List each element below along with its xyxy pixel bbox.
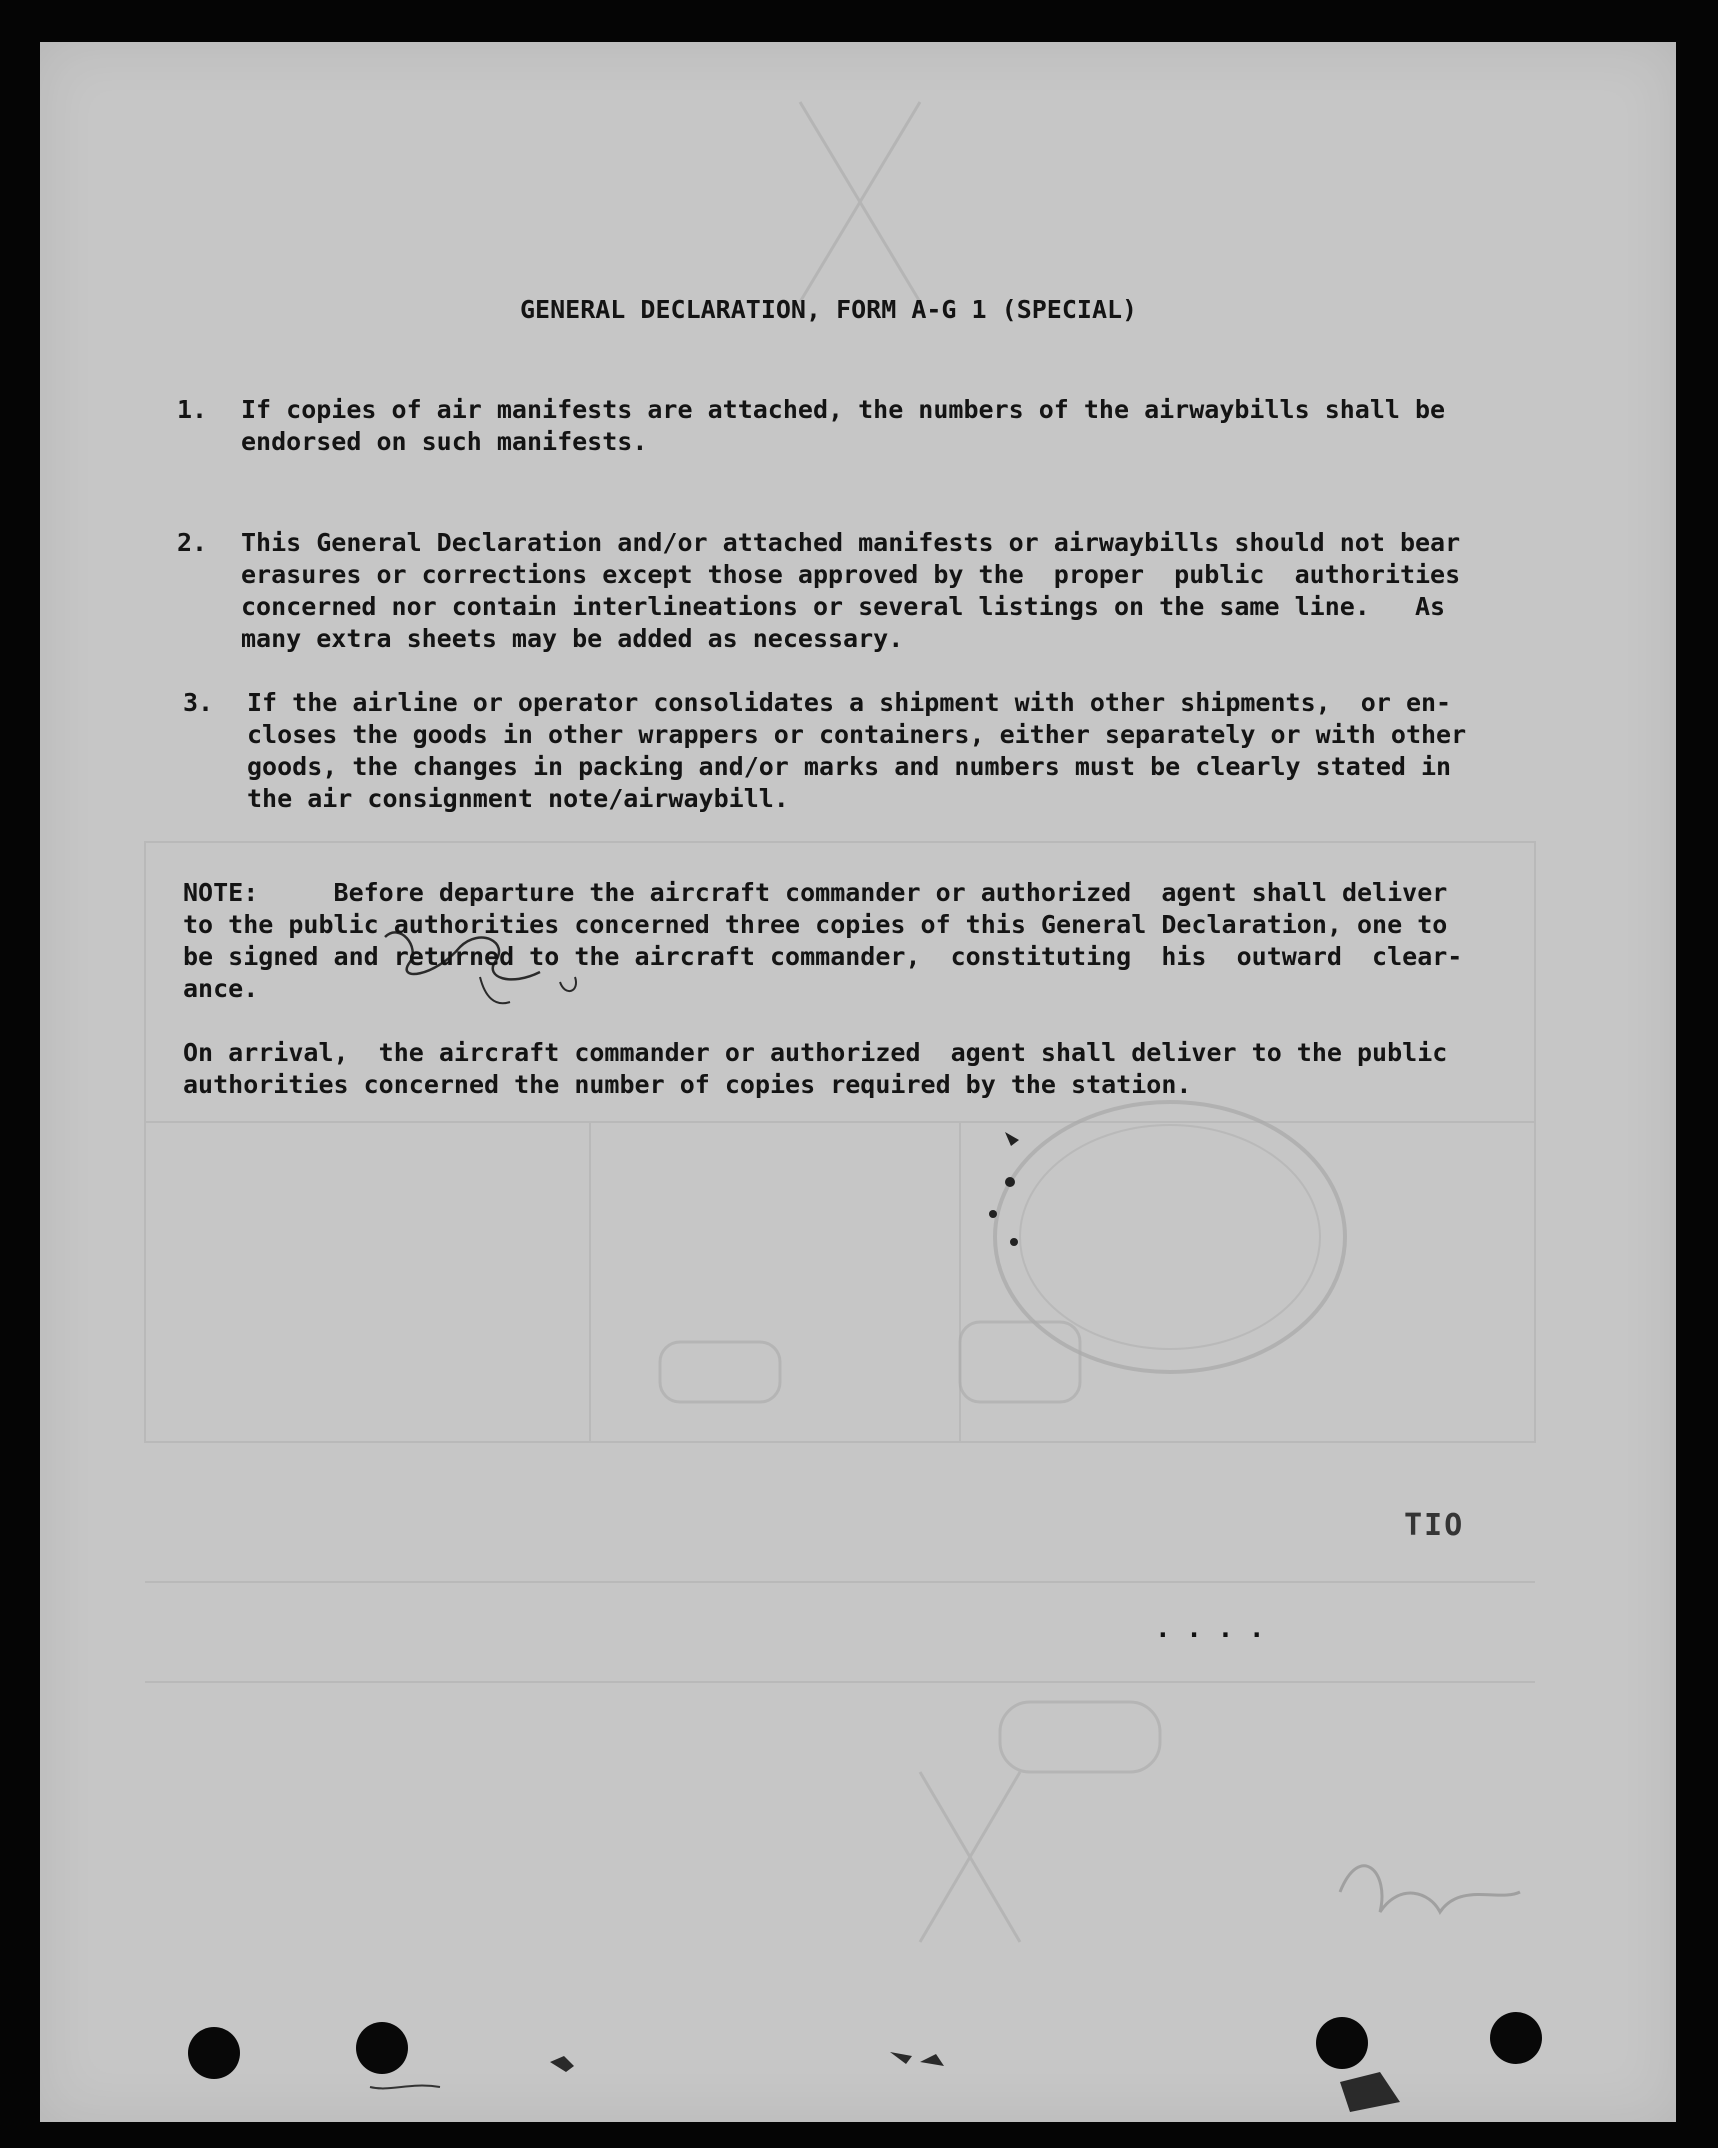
punch-hole <box>1490 2012 1542 2064</box>
document-page <box>40 42 1676 2122</box>
punch-hole <box>1316 2017 1368 2069</box>
page-title: GENERAL DECLARATION, FORM A-G 1 (SPECIAL) <box>520 295 1138 324</box>
item-text: If copies of air manifests are attached, the numbers of the airwaybills shall be endorsed on such manifests. <box>241 395 1446 456</box>
arrival-paragraph: On arrival, the aircraft commander or authorized agent shall deliver to the public authorities concerned the number of copies required by the station. <box>183 1038 1448 1099</box>
item-text: If the airline or operator consolidates a shipment with other shipments, or en- closes the goods in other wrappers or containers, either separately or with other goods, the changes in packing and/or marks and numbers must be clearly stated in the air consignment note/airwaybill. <box>247 688 1467 813</box>
item-number: 3. <box>183 688 214 717</box>
trailing-dots: . . . . <box>1155 1614 1265 1644</box>
mirrored-form-code: OIT <box>1402 1508 1463 1543</box>
item-number: 1. <box>177 395 208 424</box>
item-text: This General Declaration and/or attached manifests or airwaybills should not bear erasures or corrections except those approved by the proper public authorities concerned nor contain interlineations or several listings on the same line. As many extra sheets may be added as necessary. <box>241 528 1461 653</box>
punch-hole <box>188 2027 240 2079</box>
punch-hole <box>356 2022 408 2074</box>
item-number: 2. <box>177 528 208 557</box>
note-label <box>183 877 243 909</box>
note-paragraph: NOTE: Before departure the aircraft commander or authorized agent shall deliver to the public authorities concerned three copies of this General Declaration, one to be signed and returned to the aircraft commander, constituting his outward clear- ance. <box>183 878 1463 1003</box>
